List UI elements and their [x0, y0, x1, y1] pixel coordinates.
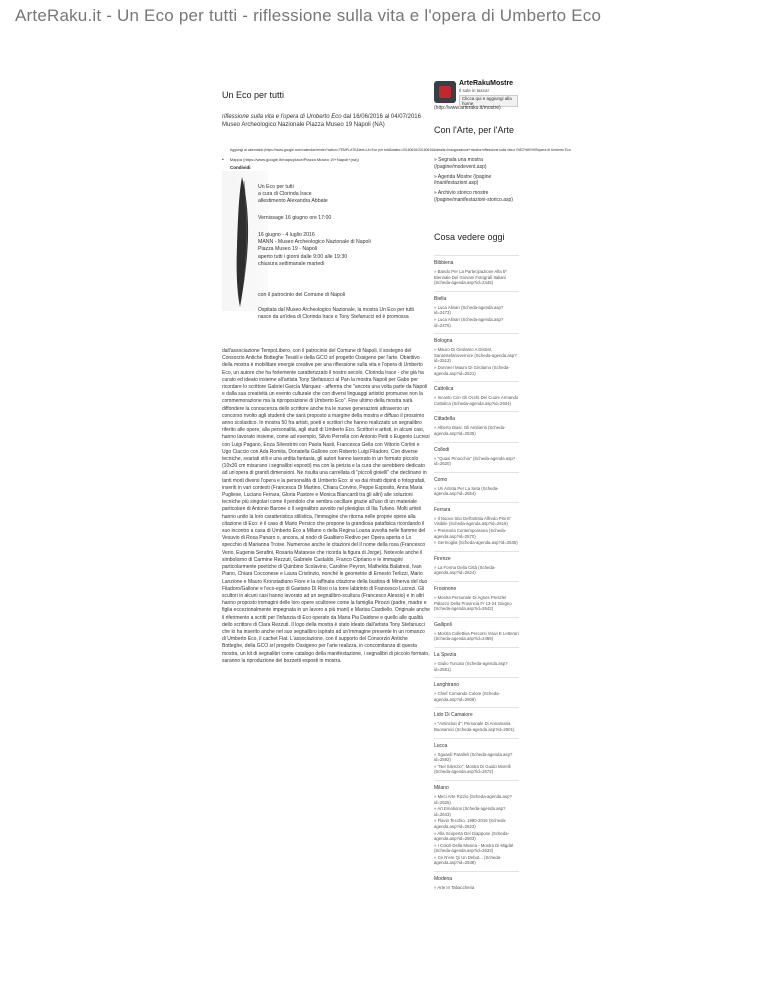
- menu-item-archivio[interactable]: » Archivio storico mostre (/pagine/manifestazioni-storico.asp): [434, 190, 513, 203]
- date-line: chiusura settimanale martedì: [258, 260, 325, 267]
- city-block: [434, 472, 519, 502]
- cosa-vedere-title: Cosa vedere oggi: [434, 232, 505, 242]
- city-block: [434, 581, 519, 617]
- city-name: La Spezia: [434, 652, 457, 658]
- date-line: 16 giugno - 4 luglio 2016: [258, 232, 315, 238]
- event-link[interactable]: » Arte In Tabaccheria: [434, 885, 475, 891]
- city-block: [434, 738, 519, 780]
- main-paragraph: dall'associazione TempoLibero, con il patrocinio del Comune di Napoli, il sostegno del Consorzio Antiche Botteghe Tessili e della GCO srl progetto Ossigeno per l'arte. Obiettivo della mostra è mobilitare energie creative per una riflessione sulla vita e l'opera di Umberto Eco, un autore che ha fortemente caratterizzato il nostro secolo. Clorinda Irace - che già ha curato ed ideato insieme all'artista Tony Stefanucci al Pan la mostra Napoli per Gabo per ricordare lo scrittore Gabriel García Márquez - afferma che "ancora una volta parte da Napoli e dalla sua creatività un evento culturale che con diversi linguaggi artistici promuove non la commemorazione ma la riproposizione di Umberto Eco". Fine ultimo della mostra sarà diffondere la conoscenza dello scrittore anche tra le nuove generazioni attraverso un concorso rivolto agli studenti che sarà proposto a margine della mostra e diffuso il prossimo anno scolastico. In mostra 50 fra artisti, poeti e scrittori che hanno realizzato un segnalibro riferito alle opere, alla personalità, agli studi di Umberto Eco. Scrittori e artisti, in alcuni casi, hanno lavorato insieme, come ad esempio, Silvio Perrella con Antonio Petti o Eugenio Lucrezi con Luigi Pagano, Enza Silvestrini con Paola Nasti, Francesca Gella con Vittorio Cortini e Ugo Ciaccio con Ada Romita, Donatella Gallone con Roberto Luigi Filadoro. Con diverse tecniche, svariati stili e una ardita fantasia, gli autori hanno lavorato in un formato piccolo (10x30 cm misurano i segnalibri esposti) ma con la perizia e la cura che avrebbero dedicato ad un'opera di grandi dimensioni. Ne risulta una carrellata di "piccoli gioielli" che declinano in tanti modi diversi l'opera e la personalità di Umberto Eco: si va dai ritratti dipinti o fotografati, inseriti in vari contesti (Francesca Di Martino, Chiara Corvino, Peppe Esposito, Anna Maria Pugliese, Luciano Ferrara, Gloria Pastore e Monica Biancardi tra gli altri) alle soluzioni tecniche più singolari come il pendolo che sembra oscillare grazie all'uso di un materiale particolare di Antonio Barone o il segnalibro avvolto nel plexiglas di Ilia Tufano. Molti artisti hanno unito la loro caratteristica stilistica, l'immagine che ritorna nelle proprie opere alla citazione di Eco: è il caso di Mario Persico che propone la grandiosa patafisica ricordando il suo incontro a casa di Umberto Eco a Milano o della Regina Loana avvolta nelle fiamme del Vesuvio di Rosa Panaro o, ancora, al nodo di Gualtiero Redivo per Opera aperta o Lo specchio di Marianna Troise. Numerose anche le citazioni del Il nome della rosa (Francesco Verio, Eugenia Serafini, Rosaria Matarese che ricorda la figura di Jorge). Notevole anche il simbolismo di Carmine Rezzuti, Gabriele Castaldo, Franco Cipriano e le immagini particolarmente poetiche di Quinbino Scolavino, Caroline Peyron, Mathelda Balatresi, Ivan Piano, Chiara Cocconese e Laura Cristinzio, nonché le geometrie di Ernesto Terlizzi, Mario Lanzione e Mauro Kronstadiano Fiore e la raffinata citazione della bustina di Minerva del duo Filadoro/Gallone e l'eco-ego di Gaetano Di Riso o la torre labirinto di Francesco Lucrezi. Gli scultori in alcuni casi hanno lavorato ad un segnalibro-scultura (Francesco Alessio) e in altri hanno proposto immagini delle loro opere scultoree come la famiglia Pirozzi (padre, madre e figlia eccezionalmente impegnata in un lavoro a più mani) e Marisa Ciardiello. Originale anche il riferimento a scritti per l'infanzia di Eco operato da Maria Pia Daidone e quello alle qualità dello scrittore di Clara Rezzuti. Il logo della mostra è stato ideato dall'artista Tony Stefanucci che lo ha inserito anche nel suo segnalibro ispirato ad un'immagine presente in un romanzo di Umberto Eco, il cachet Fiat. L'associazione, con il supporto del Consorzio Antiche Botteghe, della GCO srl progetto Ossigeno per l'arte realizza, in concomitanza di questa mostra, un kit di segnalibri come catalogo della manifestazione, i segnalibri di piccolo formato, saranno la riproduzione dei bozzetti esposti in mostra.: [222, 348, 430, 664]
- exhibition-dates: [258, 232, 413, 268]
- city-name: Langhirano: [434, 682, 460, 689]
- event-link[interactable]: » Mirci Arte Rizzio (Scheda-agenda.asp?id=2625): [434, 793, 512, 805]
- city-name: Cattolica: [434, 386, 454, 393]
- event-link[interactable]: » Sguardi Paralleli (Scheda-agenda.asp?id=2592): [434, 751, 513, 763]
- maps-link[interactable]: • Mappa (https://www.google.it/maps/place/Piazza Museo 19+Napoli+(na)): [222, 157, 359, 163]
- city-block: [434, 677, 519, 707]
- event-link[interactable]: » Donnee! Mauro Di Girolamo (Scheda-agenda.asp?id=2521): [434, 364, 510, 376]
- date-line: Piazza Museo 19 - Napoli: [258, 246, 318, 253]
- event-link[interactable]: » Mostra Personale Di Agnes Preszler Palazzo Della Provincia Fr 13-24 Giugno (Scheda-agenda.asp?id=2642): [434, 595, 512, 612]
- city-block: [434, 333, 519, 381]
- events-list: [434, 255, 519, 896]
- city-name: Lucca: [434, 742, 448, 749]
- map-share-label: Condividi: [230, 165, 251, 170]
- city-block: [434, 502, 519, 551]
- city-block: [434, 551, 519, 581]
- sidebar-title: Con l'Arte, per l'Arte: [434, 125, 514, 135]
- event-link[interactable]: » Alberto Biasi: Gli Ambienti (Scheda-agenda.asp?id=2535): [434, 425, 506, 436]
- event-link[interactable]: » La Forma Della Città (Scheda-agenda.asp?id=2624): [434, 564, 496, 576]
- logo-tagline: Il sole in tasca!: [459, 88, 489, 93]
- city-name: Bibbiena: [434, 260, 454, 266]
- event-link[interactable]: » "Quasi Pinocchio" (Scheda-agenda.asp?id=2620): [434, 455, 516, 467]
- credit-line: allestimento Alexandra Abbate: [258, 198, 328, 205]
- patronage: con il patrocinio del Comune di Napoli: [258, 292, 346, 298]
- city-name: Milano: [434, 784, 449, 791]
- event-link[interactable]: » "Nel Silenzio": Mostra Di Guido Morelli (Scheda-agenda.asp?id=2572): [434, 763, 511, 775]
- city-block: [434, 617, 519, 647]
- event-link[interactable]: » Flavio Tecchio, 1980-2016 (Scheda-agenda.asp?id=2623): [434, 818, 507, 829]
- event-link[interactable]: » "Antincluti d": Personale Di Annamaria Buonamici (Scheda-agenda.asp?id=2601): [434, 721, 515, 732]
- logo-cta[interactable]: Clicca qui e aggiungi alla home: [459, 95, 518, 107]
- city-name: Cittadella: [434, 416, 455, 423]
- date-line: aperto tutti i giorni dalle 9:00 alle 19:30: [258, 253, 348, 260]
- city-name: Firenze: [434, 555, 451, 562]
- city-name: Ferrara: [434, 506, 451, 513]
- event-link[interactable]: » Ce N'ere Qi Un Debut... (Scheda-agenda.asp?id=2538): [434, 854, 502, 866]
- subtitle-italic: riflessione sulla vita e l'opera di Umberto Eco: [222, 114, 342, 120]
- event-link[interactable]: » I Colori Della Musica - Mostra Di Migdal (Scheda-agenda.asp?id=2633): [434, 842, 514, 854]
- event-link[interactable]: » Mostra Collettiva Percorsi Visivi E Letterari (Scheda-agenda.asp?id=2469): [434, 630, 519, 642]
- event-link[interactable]: » Germoglia (Scheda-agenda.asp?id=2535): [434, 540, 518, 546]
- city-name: Frosinone: [434, 586, 457, 593]
- intro-paragraph: Ospitata dal Museo Archeologico Nazionale, la mostra Un Eco per tutti nasce da un'idea di Clorinda Irace e Tony Stefanucci ed è promossa: [258, 307, 414, 321]
- city-name: Lido Di Camaiore: [434, 712, 473, 719]
- event-link[interactable]: » Un Artista Per La Seta (Scheda-agenda.asp?id=2654): [434, 485, 499, 497]
- calendar-link[interactable]: Aggiungi al calendario (https://www.google.com/calendar/render?action=TEMPLATE&text=Un Eco per tutti&dates=20160616/20160616&details=Inaugurazione+mostra+riflessione sulla vita e l%E2%80%99opera di Umberto Eco: [230, 148, 571, 152]
- date-line: MANN - Museo Archeologico Nazionale di Napoli: [258, 239, 371, 246]
- city-block: [434, 871, 519, 896]
- event-link[interactable]: » Luca Alinari (Scheda-agenda.asp?id=2476): [434, 316, 504, 328]
- credit-line: a cura di Clorinda Irace: [258, 191, 312, 198]
- article-title: Un Eco per tutti: [222, 90, 285, 100]
- event-link[interactable]: » Preistoria Contemporanea (Scheda-agenda.asp?id=2570): [434, 528, 507, 539]
- city-block: [434, 291, 519, 333]
- event-link[interactable]: » Mauro Di Girolamo A Distrat, Santostefanovernice (Scheda-agenda.asp?id=2513): [434, 347, 517, 364]
- event-link[interactable]: » Alla Scoperta Del Giappone (Scheda-agenda.asp?id=2503): [434, 830, 510, 842]
- event-link[interactable]: » Incanto Con Gli Occhi Del Cuore Armando Cattolica (Scheda-agenda.asp?id=2604): [434, 395, 519, 406]
- subtitle-dates: dal 16/06/2016 al 04/07/2016: [341, 114, 421, 120]
- city-block: [434, 442, 519, 472]
- logo-name: ArteRakuMostre: [459, 80, 514, 87]
- city-block: [434, 647, 519, 677]
- city-block: [434, 707, 519, 737]
- event-link[interactable]: » Chief Comando Colore (Scheda-agenda.asp?id=2609): [434, 691, 500, 702]
- page-header: ArteRaku.it - Un Eco per tutti - riflessione sulla vita e l'opera di Umberto Eco: [15, 6, 602, 25]
- event-link[interactable]: » Art Emotions (Scheda-agenda.asp?id=2643): [434, 806, 506, 817]
- city-name: Gallipoli: [434, 621, 452, 628]
- city-block: [434, 381, 519, 411]
- credit-line: Un Eco per tutti: [258, 184, 294, 190]
- city-name: Bologna: [434, 338, 453, 345]
- event-link[interactable]: » Bando Per La Partecipazione Alla 5^ Biennale Dei Giovani Fotografi Italiani (Scheda-agenda.asp?id=2445): [434, 269, 508, 286]
- event-link[interactable]: » Luca Alinari (Scheda-agenda.asp?id=2473): [434, 304, 504, 316]
- credits: [258, 184, 378, 206]
- city-block: [434, 411, 519, 441]
- sidebar-menu: [434, 157, 524, 207]
- article-subtitle: [222, 113, 422, 129]
- city-block: [434, 255, 519, 291]
- logo-icon: [434, 81, 456, 103]
- logo-url[interactable]: (http://www.arteraku.it/mostre): [434, 105, 501, 111]
- event-link[interactable]: » Il Nuovo Sito Dell'artista Alfredo Pini E' Visibile (Scheda-agenda.asp?id=2616): [434, 515, 511, 527]
- menu-item-segnala[interactable]: » Segnala una mostra (/pagine/modevent.asp): [434, 157, 487, 170]
- city-name: Modena: [434, 876, 453, 883]
- city-name: Biella: [434, 295, 447, 302]
- menu-item-agenda[interactable]: » Agenda Mostre (/pagine /manifestazioni.asp): [434, 173, 492, 187]
- vernissage: Vernissage 16 giugno ore 17:00: [258, 215, 332, 221]
- venue: Museo Archeologico Nazionale Piazza Museo 19 Napoli (NA): [222, 122, 385, 128]
- city-block: [434, 780, 519, 871]
- event-link[interactable]: » Giulio Turcato (Scheda-agenda.asp?id=2551): [434, 661, 508, 672]
- city-name: Como: [434, 476, 448, 483]
- city-name: Collodi: [434, 446, 450, 453]
